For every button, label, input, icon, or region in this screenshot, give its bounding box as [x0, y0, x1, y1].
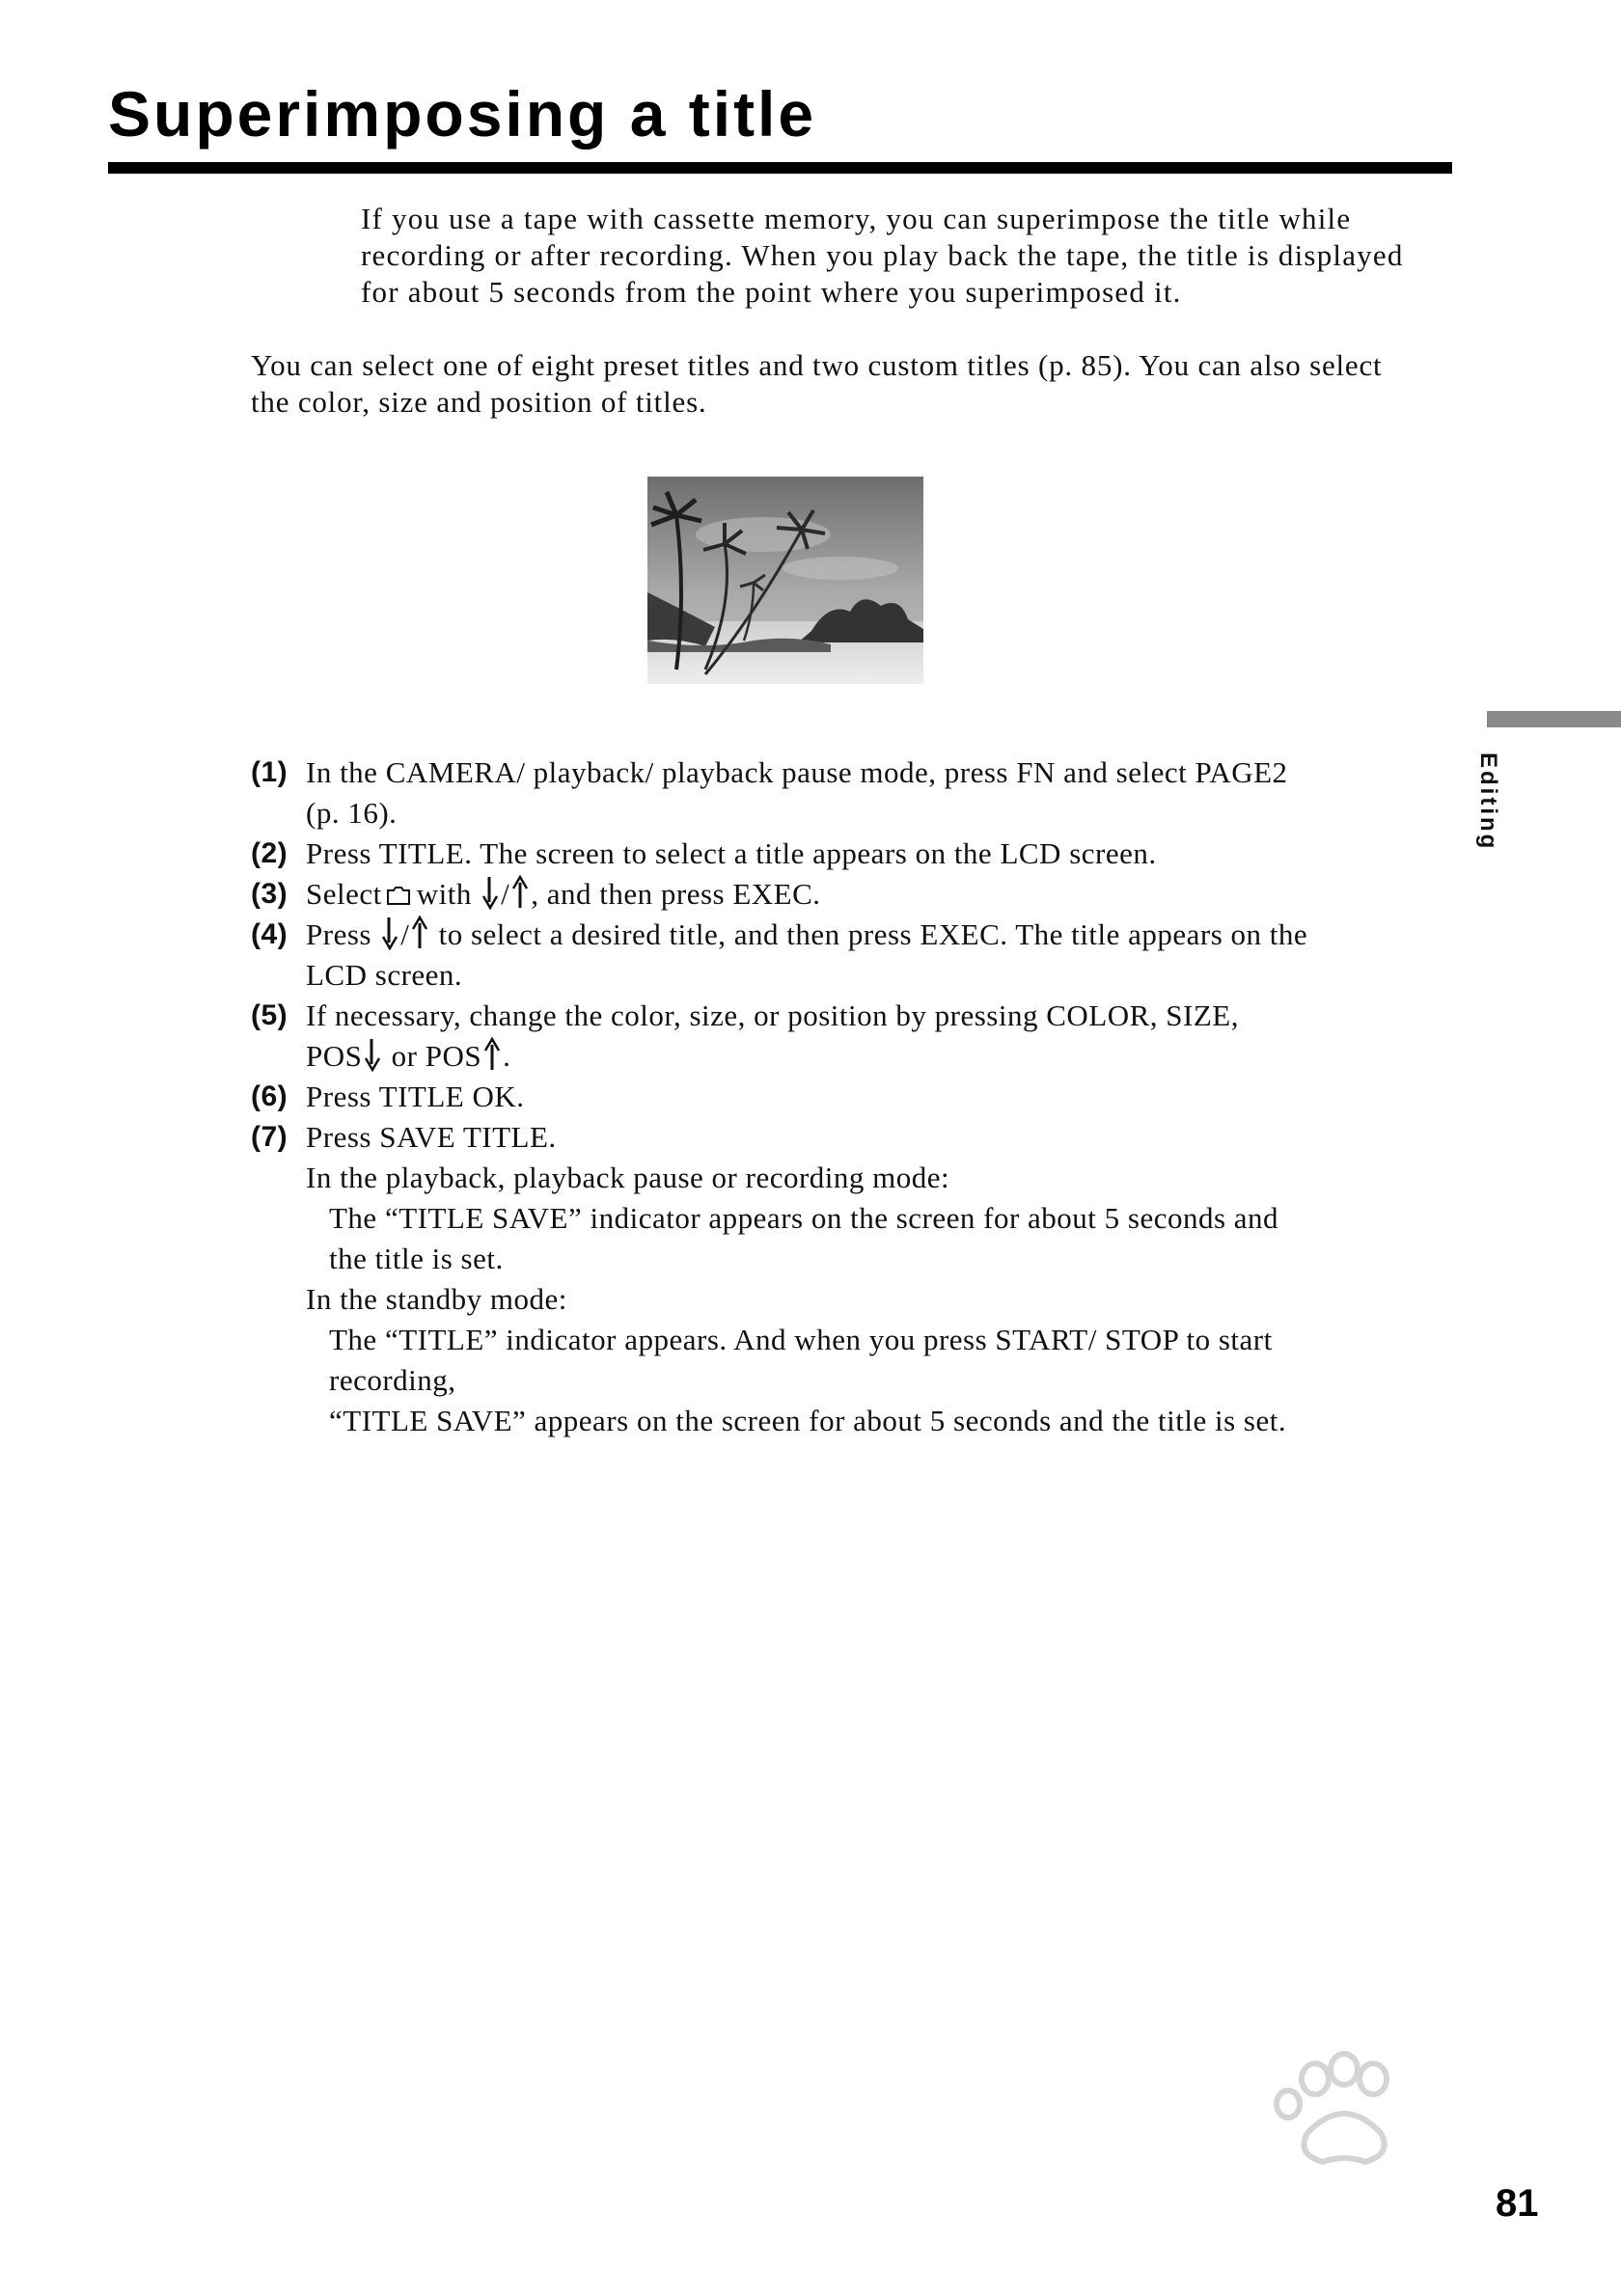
- step-text: , and then press EXEC.: [531, 877, 821, 911]
- step-text: to select a desired title, and then press EXEC. The title appears on the: [438, 917, 1308, 951]
- step-2: [251, 834, 1467, 874]
- step-text: Press TITLE OK.: [306, 1080, 525, 1113]
- step-text: /: [400, 917, 410, 951]
- instruction-steps: [251, 752, 1467, 1441]
- section-tab-marker: [1487, 711, 1621, 727]
- intro-line: recording or after recording. When you play back the tape, the title is displayed: [361, 238, 1404, 272]
- step-text: /: [501, 877, 510, 911]
- step-7: [251, 1117, 1467, 1441]
- mode-detail: the title is set.: [329, 1242, 504, 1275]
- step-number: (7): [251, 1121, 288, 1153]
- step-text: If necessary, change the color, size, or position by pressing COLOR, SIZE,: [306, 998, 1239, 1032]
- step-number: (6): [251, 1080, 288, 1112]
- baidu-jingyan-watermark: [1143, 2040, 1529, 2233]
- step-text: or POS: [391, 1039, 482, 1073]
- mode-heading: In the standby mode:: [306, 1282, 567, 1316]
- body-paragraph: [251, 347, 1457, 421]
- section-label: Editing: [1475, 752, 1501, 852]
- down-arrow-icon: [364, 1037, 381, 1072]
- step-number: (5): [251, 999, 288, 1031]
- intro-paragraph: [361, 201, 1461, 311]
- up-arrow-icon: [511, 875, 529, 910]
- mode-heading: In the playback, playback pause or recording mode:: [306, 1161, 950, 1194]
- mode-detail: “TITLE SAVE” appears on the screen for about 5 seconds and the title is set.: [329, 1404, 1287, 1437]
- up-arrow-icon: [483, 1037, 501, 1072]
- mode-detail: The “TITLE SAVE” indicator appears on the screen for about 5 seconds and: [329, 1201, 1279, 1235]
- step-6: [251, 1077, 1467, 1117]
- step-text: (p. 16).: [306, 796, 398, 830]
- step-1: [251, 752, 1467, 834]
- step-text: Press: [306, 917, 371, 951]
- step-number: (4): [251, 918, 288, 950]
- down-arrow-icon: [381, 916, 398, 950]
- beach-palm-tree-photo: [647, 477, 923, 684]
- intro-line: for about 5 seconds from the point where you superimposed it.: [361, 275, 1182, 309]
- mode-detail: recording,: [329, 1363, 456, 1397]
- mode-detail: The “TITLE” indicator appears. And when you press START/ STOP to start: [329, 1323, 1273, 1356]
- page-number: 81: [1496, 2182, 1539, 2225]
- step-text: POS: [306, 1039, 363, 1073]
- step-text: Select: [306, 877, 382, 911]
- cassette-icon: [386, 887, 411, 906]
- down-arrow-icon: [481, 875, 499, 910]
- step-number: (3): [251, 878, 288, 910]
- step-text: with: [416, 877, 472, 911]
- intro-line: If you use a tape with cassette memory, you can superimpose the title while: [361, 202, 1352, 235]
- step-text: Press TITLE. The screen to select a title appears on the LCD screen.: [306, 836, 1157, 870]
- title-underline: [108, 162, 1452, 174]
- step-3: [251, 874, 1467, 915]
- step-text: LCD screen.: [306, 958, 463, 992]
- step-text: Press SAVE TITLE.: [306, 1120, 557, 1154]
- step-number: (2): [251, 837, 288, 869]
- page-title: Superimposing a title: [108, 78, 817, 150]
- step-5: [251, 996, 1467, 1077]
- step-text: In the CAMERA/ playback/ playback pause mode, press FN and select PAGE2: [306, 755, 1288, 789]
- body-line: the color, size and position of titles.: [251, 385, 707, 419]
- step-4: [251, 915, 1467, 996]
- step-number: (1): [251, 756, 288, 788]
- step-text: .: [503, 1039, 511, 1073]
- up-arrow-icon: [411, 916, 428, 950]
- body-line: You can select one of eight preset titles and two custom titles (p. 85). You can also select: [251, 348, 1383, 382]
